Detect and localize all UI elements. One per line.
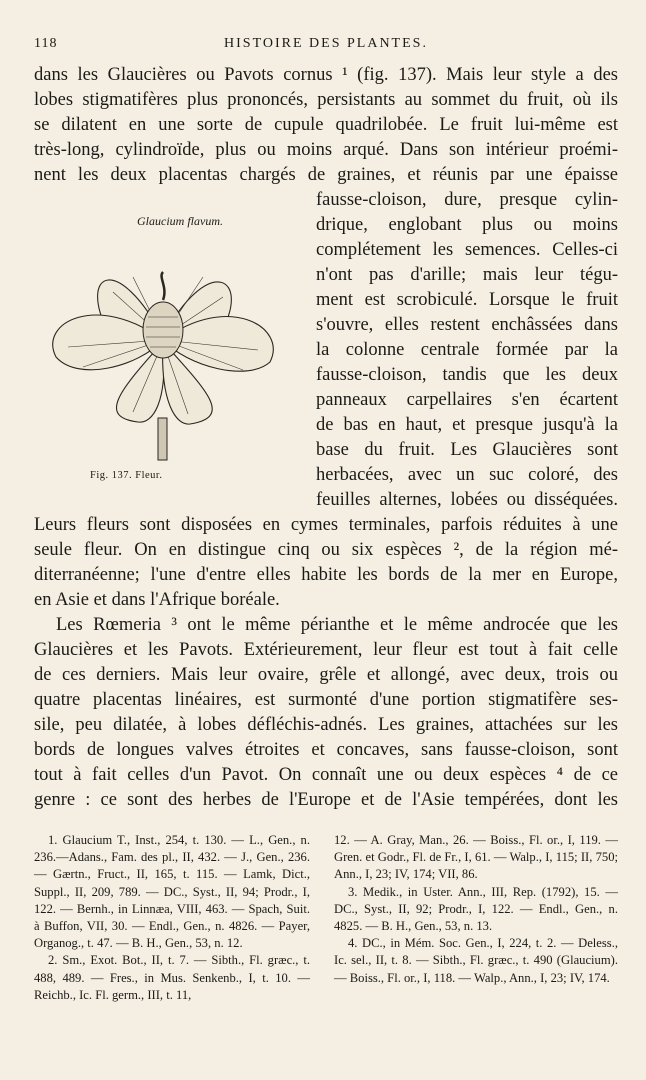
body-line: panneaux carpellaires s'en écartent [316, 390, 618, 410]
footnote: 1. Glaucium T., Inst., 254, t. 130. — L., Gen., n. 236.—Adans., Fam. des pl., II, 432. — J., Gen., 236. — Gærtn., Fruct., II, 165, t. 115. — Lamk, Dict., Suppl., II, 209, 789. — DC., Syst., II, 94; Prodr., I, 122. — Bernh., in Linnæa, VIII, 463. — Spach, Suit. à Buffon, VII, 30. — Endl., Gen., n. 4826. — Payer, Organog., t. 47. — B. H., Gen., 53, n. 12. [34, 833, 310, 951]
flower-illustration [38, 232, 288, 462]
body-line: très-long, cylindroïde, plus ou moins arqué. Dans son intérieur proémi- [34, 140, 618, 160]
footnotes-right-column [334, 832, 618, 987]
footnote: 3. Medik., in Uster. Ann., III, Rep. (1792), 15. — DC., Syst., II, 92; Prodr., I, 122. — Endl., Gen., n. 4825. — B. H., Gen., 53, n. 13. [334, 884, 618, 934]
body-line: la colonne centrale formée par la [316, 340, 618, 360]
body-line: dans les Glaucières ou Pavots cornus ¹ (fig. 137). Mais leur style a des [34, 65, 618, 85]
body-line: quatre placentas linéaires, est surmonté d'une portion stigmatifère ses- [34, 690, 618, 710]
running-title: HISTOIRE DES PLANTES. [224, 36, 428, 51]
body-line: ment est scrobiculé. Lorsque le fruit [316, 290, 618, 310]
body-line: herbacées, avec un suc coloré, des [316, 465, 618, 485]
footnote: 2. Sm., Exot. Bot., II, t. 7. — Sibth., Fl. græc., t. 488, 489. — Fres., in Mus. Senkenb., I, t. 10. — Reichb., Ic. Fl. germ., III, t. 11, [34, 953, 310, 1002]
body-line: s'ouvre, elles restent enchâssées dans [316, 315, 618, 335]
body-line: bords de longues valves étroites et concaves, sans fausse-cloison, sont [34, 740, 618, 760]
figure-number-caption: Fig. 137. Fleur. [90, 470, 163, 481]
running-header [34, 36, 618, 56]
body-line: diterranéenne; l'une d'entre elles habite les bords de la mer en Europe, [34, 565, 618, 585]
footnote: 12. — A. Gray, Man., 26. — Boiss., Fl. or., I, 119. — Gren. et Godr., Fl. de Fr., I, 61. — Walp., I, 115; II, 750; Ann., I, 23; IV, 174; VII, 86. [334, 833, 618, 882]
body-line: nent les deux placentas chargés de graines, et réunis par une épaisse [34, 165, 618, 185]
body-line: de bas en haut, et presque jusqu'à la [316, 415, 618, 435]
body-line: genre : ce sont des herbes de l'Europe et de l'Asie tempérées, dont les [34, 790, 618, 810]
footnote: 4. DC., in Mém. Soc. Gen., I, 224, t. 2. — Deless., Ic. sel., II, t. 8. — Sibth., Fl. græc., t. 490 (Glaucium). — Boiss., Fl. or., I, 118. — Walp., Ann., I, 23; IV, 174. [334, 936, 618, 985]
body-line: fausse-cloison, dure, presque cylin- [316, 190, 618, 210]
book-page [34, 0, 618, 1080]
body-line: drique, englobant plus ou moins [316, 215, 618, 235]
body-line: sile, peu dilatée, à lobes défléchis-adnés. Les graines, attachées sur les [34, 715, 618, 735]
body-line: tout à fait celles d'un Pavot. On connaît une ou deux espèces ⁴ de ce [34, 765, 618, 785]
body-line: seule fleur. On en distingue cinq ou six espèces ², de la région mé- [34, 540, 618, 560]
body-line: fausse-cloison, tandis que les deux [316, 365, 618, 385]
body-line: se dilatent en une sorte de cupule quadrilobée. Le fruit lui-même est [34, 115, 618, 135]
footnotes-left-column [34, 832, 310, 1004]
body-line: complétement les semences. Celles-ci [316, 240, 618, 260]
body-line: n'ont pas d'arille; mais leur tégu- [316, 265, 618, 285]
figure-species-caption: Glaucium flavum. [137, 214, 223, 228]
body-line: Glaucières et les Pavots. Extérieurement, leur fleur est tout à fait celle [34, 640, 618, 660]
body-line: en Asie et dans l'Afrique boréale. [34, 590, 280, 610]
body-line: base du fruit. Les Glaucières sont [316, 440, 618, 460]
body-line: feuilles alternes, lobées ou disséquées. [316, 490, 618, 510]
body-line: Leurs fleurs sont disposées en cymes terminales, parfois réduites à une [34, 515, 618, 535]
body-line: lobes stigmatifères plus prononcés, persistants au sommet du fruit, où ils [34, 90, 618, 110]
page-number: 118 [34, 36, 58, 51]
body-line: de ces derniers. Mais leur ovaire, grêle et allongé, avec deux, trois ou [34, 665, 618, 685]
body-line: Les Rœmeria ³ ont le même périanthe et le même androcée que les [56, 615, 618, 635]
